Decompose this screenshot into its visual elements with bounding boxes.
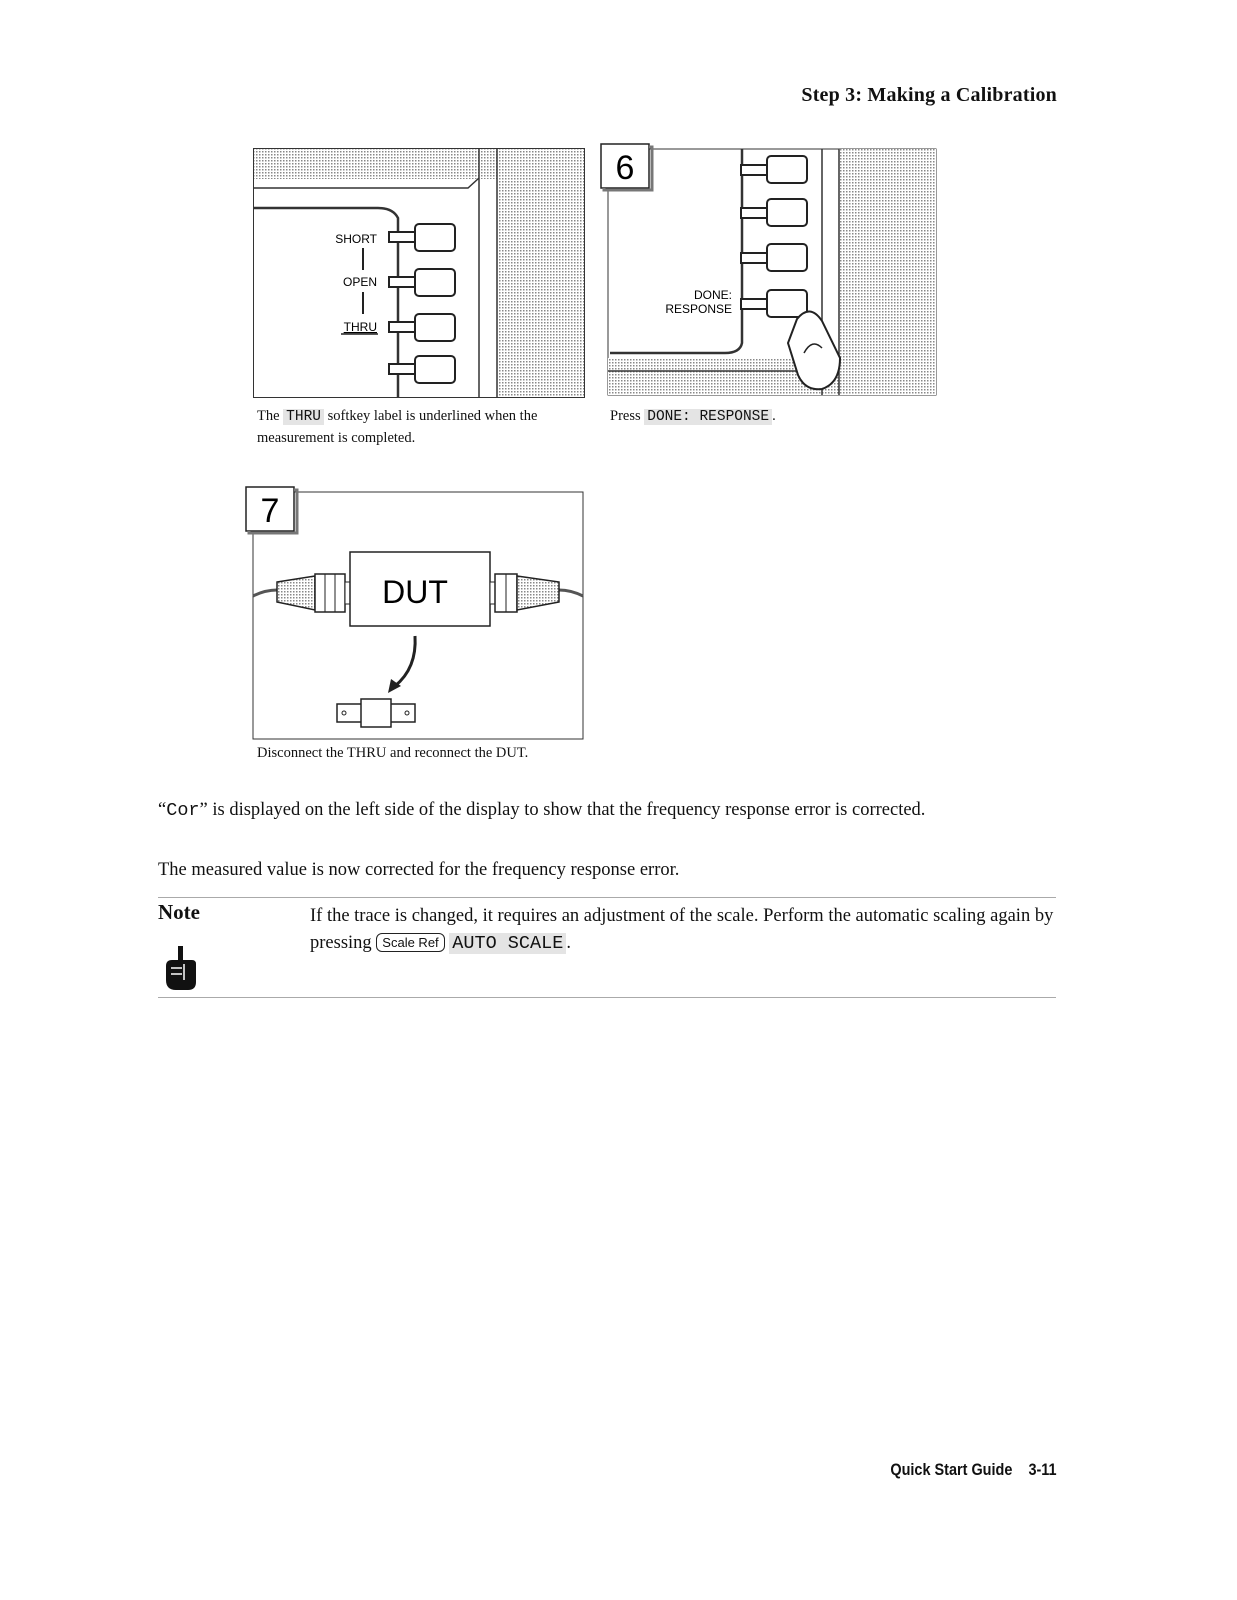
caption-text: Press (610, 408, 641, 424)
divider-bottom (158, 997, 1056, 998)
scale-ref-key: Scale Ref (376, 933, 444, 952)
footer-page-number: 3-11 (1028, 1460, 1057, 1479)
done-response-softkey-ref: DONE: RESPONSE (644, 409, 772, 425)
footer-guide: Quick Start Guide (890, 1460, 1013, 1479)
caption-text: softkey label is underlined when the measurement is completed. (257, 408, 538, 446)
label-short: SHORT (335, 232, 377, 246)
figure2-caption (610, 406, 930, 428)
auto-scale-softkey-ref: AUTO SCALE (449, 933, 566, 954)
done-response-figure (600, 143, 940, 398)
label-thru: THRU (343, 320, 377, 334)
dut-connection-figure (245, 486, 587, 742)
note-body: . (566, 933, 571, 953)
quote-open: “ (158, 800, 167, 820)
paragraph-text: ” is displayed on the left side of the display to show that the frequency response error is corrected. (199, 800, 926, 820)
figure3-caption: Disconnect the THRU and reconnect the DUT. (257, 745, 529, 761)
note-body: If the trace is changed, it requires an adjustment of the scale. Perform the automatic scaling again by pressing (310, 906, 1054, 953)
page-header-title: Step 3: Making a Calibration (801, 84, 1057, 106)
divider-top (158, 897, 1056, 898)
label-done: DONE: (693, 288, 732, 302)
step-number-7: 7 (260, 492, 280, 530)
page-footer (891, 1460, 1057, 1480)
thru-softkey-ref: THRU (283, 409, 324, 425)
caption-text: The (257, 408, 280, 424)
cor-paragraph (158, 798, 1058, 823)
step-number-6: 6 (615, 149, 635, 187)
corrected-paragraph: The measured value is now corrected for the frequency response error. (158, 860, 680, 880)
figure1-caption (257, 406, 592, 449)
softkey-panel-figure (253, 148, 585, 398)
note-text (310, 903, 1055, 957)
note-label: Note (158, 900, 200, 924)
dut-label: DUT (382, 574, 448, 610)
label-open: OPEN (342, 275, 377, 289)
label-response: RESPONSE (665, 302, 732, 316)
pointing-hand-icon (162, 944, 200, 992)
caption-text: . (772, 408, 776, 424)
cor-code: Cor (166, 800, 200, 821)
